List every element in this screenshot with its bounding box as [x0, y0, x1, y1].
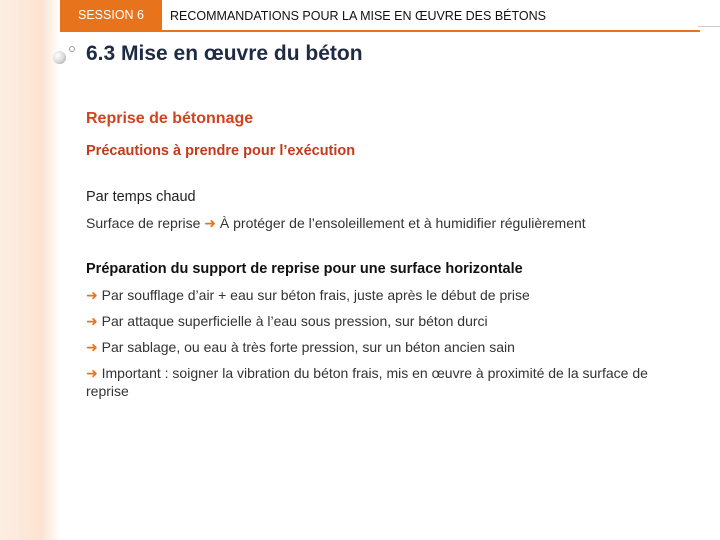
list-item [86, 364, 676, 400]
header-divider-right [698, 26, 720, 27]
list-item [86, 286, 676, 312]
small-circle-bullet-icon [69, 46, 75, 52]
right-arrow-icon: ➜ [204, 215, 217, 231]
list-item-text: Par attaque superficielle à l’eau sous pression, sur béton durci [101, 313, 488, 329]
header-title: RECOMMANDATIONS POUR LA MISE EN ŒUVRE DES BÉTONS [170, 9, 546, 23]
right-arrow-icon: ➜ [86, 365, 98, 381]
section-subsubtitle: Précautions à prendre pour l’exécution [86, 143, 356, 159]
surface-label: Surface de reprise [86, 215, 201, 231]
sphere-bullet-icon [53, 51, 66, 64]
list-item-text: Par sablage, ou eau à très forte pression, sur un béton ancien sain [101, 339, 515, 355]
right-arrow-icon: ➜ [86, 287, 98, 303]
surface-line [86, 215, 586, 232]
header-divider [60, 30, 700, 32]
list-item [86, 312, 676, 338]
method-list [86, 286, 676, 400]
list-item-text: Par soufflage d’air + eau sur béton frais, juste après le début de prise [101, 287, 530, 303]
prep-heading: Préparation du support de reprise pour une surface horizontale [86, 261, 523, 277]
left-decorative-band [0, 0, 60, 540]
list-item-text: Important : soigner la vibration du béton frais, mis en œuvre à proximité de la surface de reprise [86, 365, 648, 399]
weather-heading: Par temps chaud [86, 189, 196, 205]
section-subtitle: Reprise de bétonnage [86, 110, 254, 127]
list-item [86, 338, 676, 364]
right-arrow-icon: ➜ [86, 313, 98, 329]
right-arrow-icon: ➜ [86, 339, 98, 355]
slide-title: 6.3 Mise en œuvre du béton [86, 42, 363, 65]
surface-text: À protéger de l’ensoleillement et à humidifier régulièrement [219, 215, 586, 231]
session-tab: SESSION 6 [60, 0, 162, 30]
